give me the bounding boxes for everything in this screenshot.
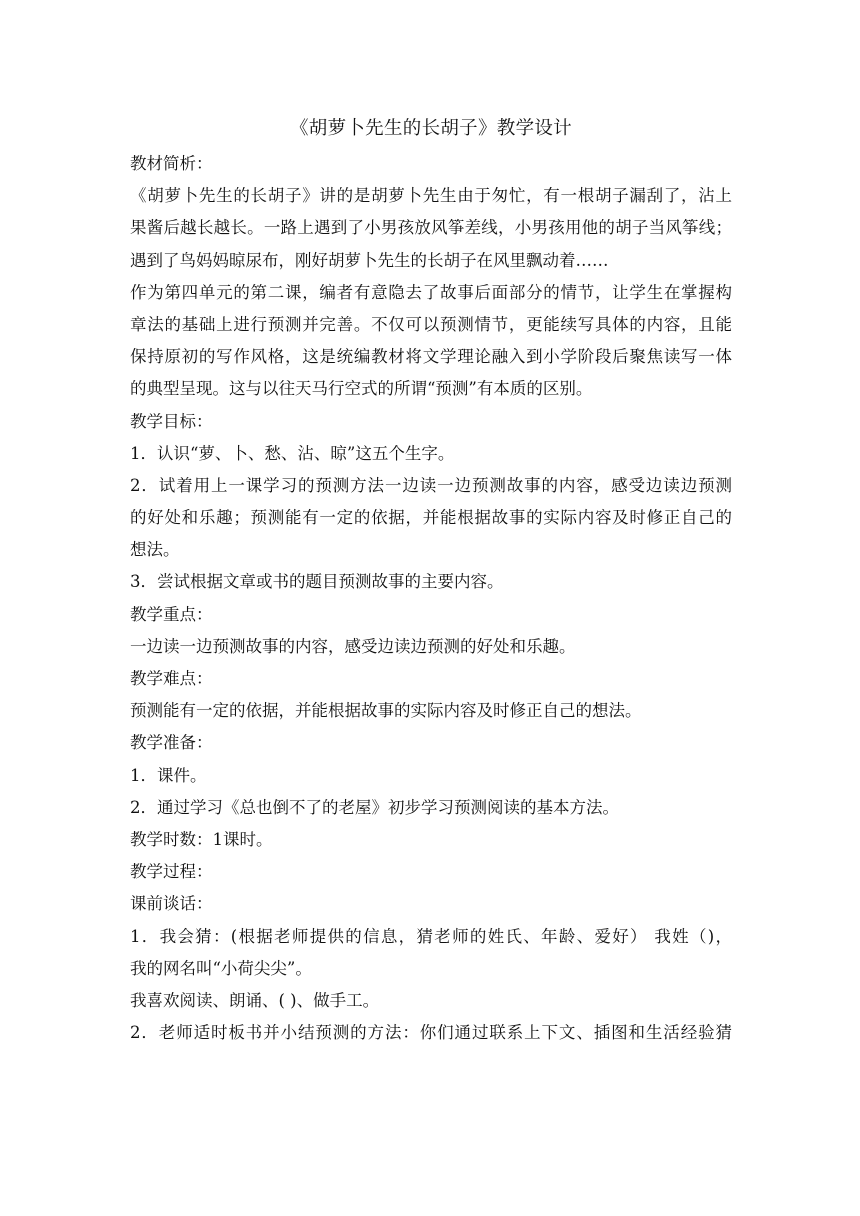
paragraph-line: 教材简析：: [130, 154, 213, 173]
paragraph-line: 果酱后越长越长。一路上遇到了小男孩放风筝差线，小男孩用他的胡子当风筝线；: [130, 218, 732, 238]
section-heading: 教学准备：: [130, 733, 213, 753]
section-heading: 教学重点：: [130, 604, 213, 624]
list-item: 2．老师适时板书并小结预测的方法：你们通过联系上下文、插图和生活经验猜: [130, 1023, 732, 1043]
list-item: 2．通过学习《总也倒不了的老屋》初步学习预测阅读的基本方法。: [130, 797, 619, 817]
section-heading: 教学目标：: [130, 411, 213, 431]
section-heading: 教学过程：: [130, 862, 213, 882]
paragraph-line: 想法。: [130, 540, 180, 560]
list-item: 1．认识“萝、卜、愁、沾、晾”这五个生字。: [130, 443, 455, 463]
paragraph-line: 章法的基础上进行预测并完善。不仅可以预测情节，更能续写具体的内容，且能: [130, 314, 732, 334]
paragraph-line: 遇到了鸟妈妈晾尿布，刚好胡萝卜先生的长胡子在风里飘动着……: [130, 250, 609, 270]
list-item: 1．课件。: [130, 765, 207, 785]
paragraph-line: 一边读一边预测故事的内容，感受边读边预测的好处和乐趣。: [130, 636, 576, 656]
list-item: 1．我会猜：(根据老师提供的信息，猜老师的姓氏、年龄、爱好） 我姓（)，: [130, 926, 732, 946]
paragraph-line: 教学时数：1课时。: [130, 829, 273, 849]
paragraph-line: 《胡萝卜先生的长胡子》讲的是胡萝卜先生由于匆忙，有一根胡子漏刮了，沾上: [130, 186, 732, 206]
list-item: 2．试着用上一课学习的预测方法一边读一边预测故事的内容，感受边读边预测: [130, 475, 732, 495]
section-heading: 教学难点：: [130, 669, 213, 688]
list-item: 3．尝试根据文章或书的题目预测故事的主要内容。: [130, 572, 504, 592]
paragraph-line: 的好处和乐趣；预测能有一定的依据，并能根据故事的实际内容及时修正自己的: [130, 508, 732, 528]
paragraph-line: 作为第四单元的第二课，编者有意隐去了故事后面部分的情节，让学生在掌握构: [130, 282, 732, 302]
section-heading: 课前谈话：: [130, 894, 213, 914]
document-body: [130, 112, 732, 1049]
paragraph-line: 的典型呈现。这与以往天马行空式的所谓“预测”有本质的区别。: [130, 379, 593, 399]
paragraph-line: 保持原初的写作风格，这是统编教材将文学理论融入到小学阶段后聚焦读写一体: [130, 347, 732, 367]
document-title: 《胡萝卜先生的长胡子》教学设计: [289, 118, 572, 139]
paragraph-line: 预测能有一定的依据，并能根据故事的实际内容及时修正自己的想法。: [130, 701, 642, 721]
paragraph-line: 我喜欢阅读、朗诵、( )、做手工。: [130, 990, 380, 1010]
paragraph-line: 我的网名叫“小荷尖尖”。: [130, 958, 312, 978]
